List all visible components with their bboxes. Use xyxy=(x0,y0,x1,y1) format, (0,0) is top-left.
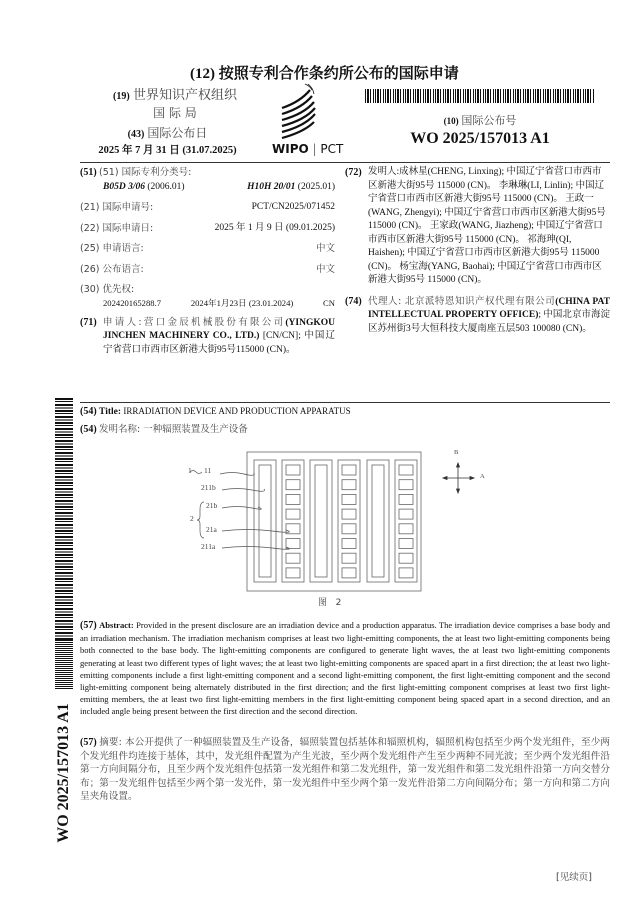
label-211b: 211b xyxy=(201,483,216,492)
axis-b-label: B xyxy=(454,449,459,456)
ipc1-code: B05D 3/06 xyxy=(103,181,145,192)
priority-entry: 202420165288.7 2024年1月23日 (23.01.2024) CN xyxy=(103,297,335,308)
figure-2 xyxy=(180,445,510,610)
abstract-en: (57) Abstract: Provided in the present disclosure are an irradiation device and a production apparatus. The irradiation device comprises a base body and an irradiation mechanism. The irradiation mechanism comprises at least two light-emitting components, the at least two light-emitting components being both connected to the base body. The light-emitting components are configured to generate light waves, the at least two light-emitting components generating at least two different types of light waves; the at least two light-emitting components are spaced apart in a first direction; the at least two light-emitting components include a first light-emitting component and a second light-emitting component, the first light-emitting component and the second light-emitting component being alternately distributed in the first direction; and the first light-emitting component comprises at least two first light-emitting members, the at least two first light-emitting members in the first light-emitting component being spaced apart in a second direction, and an included angle being present between the first direction and the second direction. xyxy=(80,620,610,717)
light-emitting-member xyxy=(342,480,356,490)
light-emitting-member xyxy=(399,553,413,563)
ipc2-year: (2025.01) xyxy=(297,181,335,192)
light-emitting-member xyxy=(286,494,300,504)
top-barcode xyxy=(365,89,595,103)
pub-date-num: (43) xyxy=(127,129,145,140)
filing-language: (25) 申请语言: 中文 xyxy=(80,243,335,254)
label-21a: 21a xyxy=(206,525,217,534)
app-number: (21) 国际申请号: PCT/CN2025/071452 xyxy=(80,202,335,213)
figure-caption: 图 2 xyxy=(318,598,342,608)
light-emitting-member xyxy=(286,553,300,563)
wipo-pct-logo: WIPO | PCT xyxy=(272,80,362,155)
label-2: 2 xyxy=(190,514,194,523)
label-11: 11 xyxy=(204,466,212,475)
light-emitting-member xyxy=(399,465,413,475)
app-date: (22) 国际申请日: 2025 年 1 月 9 日 (09.01.2025) xyxy=(80,222,335,234)
biblio-left xyxy=(80,166,335,357)
org-name: 世界知识产权组织 xyxy=(132,88,237,103)
label-21b: 21b xyxy=(206,501,218,510)
ipc1-year: (2006.01) xyxy=(147,181,185,192)
continued-note: [见续页] xyxy=(556,872,592,883)
light-emitting-member xyxy=(342,524,356,534)
pub-number-block xyxy=(380,112,580,148)
light-emitting-member xyxy=(286,480,300,490)
light-emitting-member xyxy=(399,509,413,519)
light-emitting-member xyxy=(399,568,413,578)
org-block xyxy=(100,84,250,121)
pub-no-value: WO 2025/157013 A1 xyxy=(410,130,550,147)
light-emitting-member xyxy=(286,568,300,578)
org-num: (19) xyxy=(113,91,130,102)
wipo-text: WIPO xyxy=(272,142,309,156)
light-emitting-member xyxy=(342,539,356,549)
applicant: (71) 申请人:营口金辰机械股份有限公司(YINGKOU JINCHEN MACHINERY CO., LTD.) [CN/CN]; 中国辽宁省营口市西市区新港大街95号115000 (CN)。 xyxy=(80,316,335,355)
biblio-right xyxy=(345,166,610,336)
pub-date-label: 国际公布日 xyxy=(147,126,208,140)
inventors: (72) 发明人:成林星(CHENG, Linxing); 中国辽宁省营口市西市区新港大街95号 115000 (CN)。 李琳琳(LI, Linlin); 中国辽宁省营口市西市区新港大街95号 115000 (CN)。 王政一(WANG, Zhengyi); 中国辽宁省营口市西市区新港大街95号 115000 (CN)。 王家政(WANG, Jiazheng); 中国辽宁省营口市西市区新港大街95号 115000 (CN)。 祁海珅(QI, Haishen); 中国辽宁省营口市西市区新港大街95号 115000 (CN)。 杨宝海(YANG, Baohai); 中国辽宁省营口市西市区新港大街95号 115000 (CN)。 xyxy=(345,167,606,285)
pub-date-value: 2025 年 7 月 31 日 (31.07.2025) xyxy=(98,145,237,156)
pct-text: PCT xyxy=(320,142,344,156)
pub-date-block xyxy=(80,124,255,157)
light-emitting-member xyxy=(342,509,356,519)
ipc-label: (51) (51) 国际专利分类号: xyxy=(80,167,192,178)
light-emitting-member xyxy=(286,539,300,549)
side-barcode-fine xyxy=(55,640,73,690)
light-emitting-member xyxy=(342,568,356,578)
light-emitting-member xyxy=(286,509,300,519)
ipc-codes xyxy=(80,181,335,195)
title-divider xyxy=(80,402,610,403)
title-cn: (54) 发明名称: 一种辐照装置及生产设备 xyxy=(80,424,248,435)
pub-language: (26) 公布语言: 中文 xyxy=(80,263,335,275)
light-emitting-member xyxy=(399,494,413,504)
label-1: 1 xyxy=(188,466,192,475)
pub-no-label: 国际公布号 xyxy=(461,114,517,127)
header-divider xyxy=(80,162,610,163)
light-emitting-member xyxy=(399,539,413,549)
light-emitting-member xyxy=(342,553,356,563)
title-en: (54) Title: IRRADIATION DEVICE AND PRODUCTION APPARATUS xyxy=(80,406,351,417)
label-211a: 211a xyxy=(201,542,216,551)
light-emitting-member xyxy=(399,524,413,534)
light-emitting-member xyxy=(342,494,356,504)
pub-no-num: (10) xyxy=(443,116,459,126)
doc-type-text: (12) 按照专利合作条约所公布的国际申请 xyxy=(190,66,459,82)
ipc2-code: H10H 20/01 xyxy=(247,181,296,192)
agent: (74) 代理人: 北京派特恩知识产权代理有限公司(CHINA PAT INTELLECTUAL PROPERTY OFFICE); 中国北京市海淀区苏州街3号大恒科技大厦南座五层503 100080 (CN)。 xyxy=(345,295,610,334)
axis-a-label: A xyxy=(480,473,485,480)
light-emitting-member xyxy=(342,465,356,475)
light-emitting-member xyxy=(286,465,300,475)
figure-drawing xyxy=(180,445,510,610)
priority-label: (30) 优先权: xyxy=(80,284,135,295)
bureau: 国 际 局 xyxy=(153,106,197,120)
light-emitting-member xyxy=(399,480,413,490)
abstract-cn: (57) 摘要: 本公开提供了一种辐照装置及生产设备，辐照装置包括基体和辐照机构，辐照机构包括至少两个发光组件，至少两个发光组件均连接于基体，其中，发光组件配置为产生光波，至少两个发光组件产生至少两种不同光波；至少两个发光组件沿第一方向间隔分布，且至少两个发光组件包括第一发光组件和第二发光组件，第一发光组件和第二发光组件沿第一方向交替分布；第一发光组件包括至少两个第一发光件，第一发光组件中至少两个第一发光件沿第二方向间隔分布；第一方向和第二方向呈夹角设置。 xyxy=(80,737,610,802)
